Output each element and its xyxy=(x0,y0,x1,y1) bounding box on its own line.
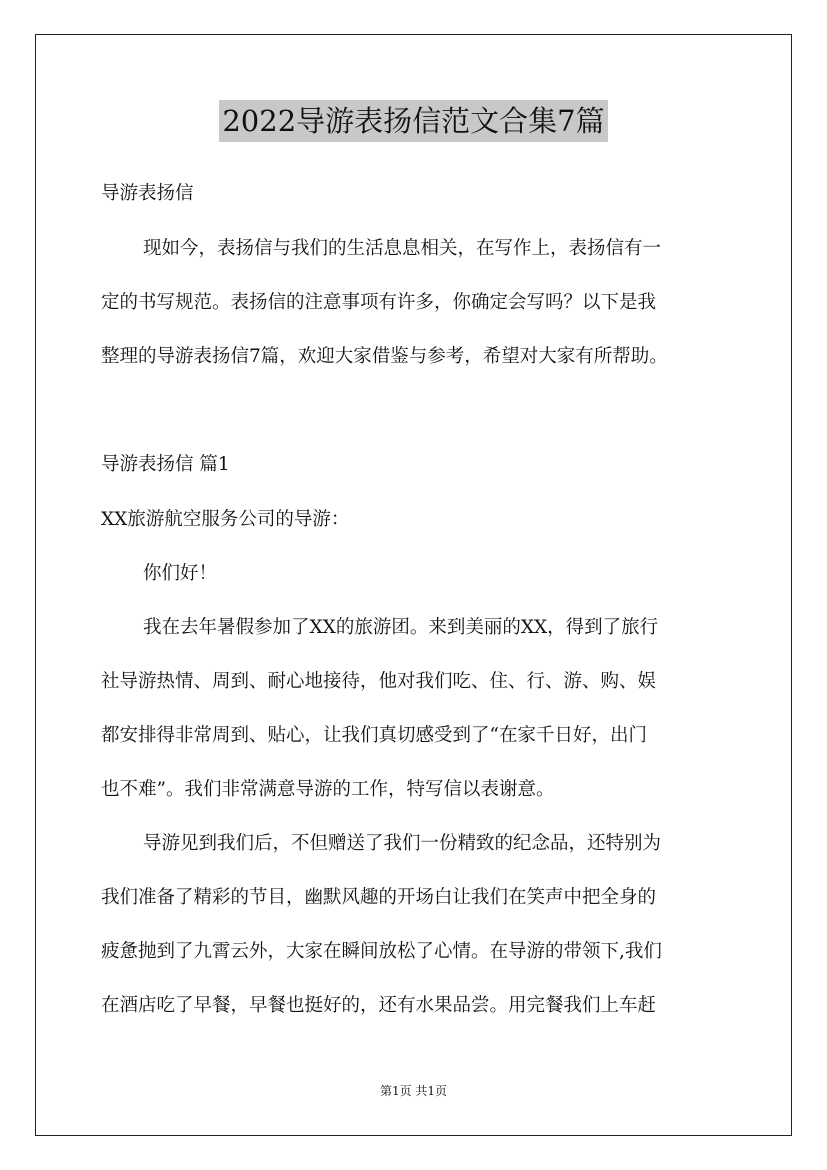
document-title: 2022导游表扬信范文合集7篇 xyxy=(219,100,607,142)
paragraph-line: 也不难”。我们非常满意导游的工作，特写信以表谢意。 xyxy=(101,779,555,800)
section-heading: 导游表扬信 xyxy=(101,183,194,204)
paragraph-line: 整理的导游表扬信7篇，欢迎大家借鉴与参考，希望对大家有所帮助。 xyxy=(101,346,668,367)
paragraph-line: 都安排得非常周到、贴心，让我们真切感受到了“在家千日好，出门 xyxy=(101,725,647,746)
title-container xyxy=(0,100,827,142)
section-heading: 导游表扬信 篇1 xyxy=(101,454,230,475)
paragraph-line: 我们准备了精彩的节目，幽默风趣的开场白让我们在笑声中把全身的 xyxy=(101,887,657,908)
paragraph-line: 定的书写规范。表扬信的注意事项有许多，你确定会写吗？以下是我 xyxy=(101,292,657,313)
letter-recipient: XX旅游航空服务公司的导游： xyxy=(101,509,350,530)
page-footer: 第1页 共1页 xyxy=(379,1084,448,1098)
paragraph-line: 导游见到我们后，不但赠送了我们一份精致的纪念品，还特别为 xyxy=(143,833,662,854)
paragraph-line: 我在去年暑假参加了XX的旅游团。来到美丽的XX，得到了旅行 xyxy=(143,617,659,638)
letter-greeting: 你们好！ xyxy=(143,563,218,584)
paragraph-line: 现如今，表扬信与我们的生活息息相关，在写作上，表扬信有一 xyxy=(143,238,662,259)
paragraph-line: 疲惫抛到了九霄云外，大家在瞬间放松了心情。在导游的带领下,我们 xyxy=(101,941,662,962)
paragraph-line: 社导游热情、周到、耐心地接待，他对我们吃、住、行、游、购、娱 xyxy=(101,671,657,692)
paragraph-line: 在酒店吃了早餐，早餐也挺好的，还有水果品尝。用完餐我们上车赶 xyxy=(101,995,657,1016)
